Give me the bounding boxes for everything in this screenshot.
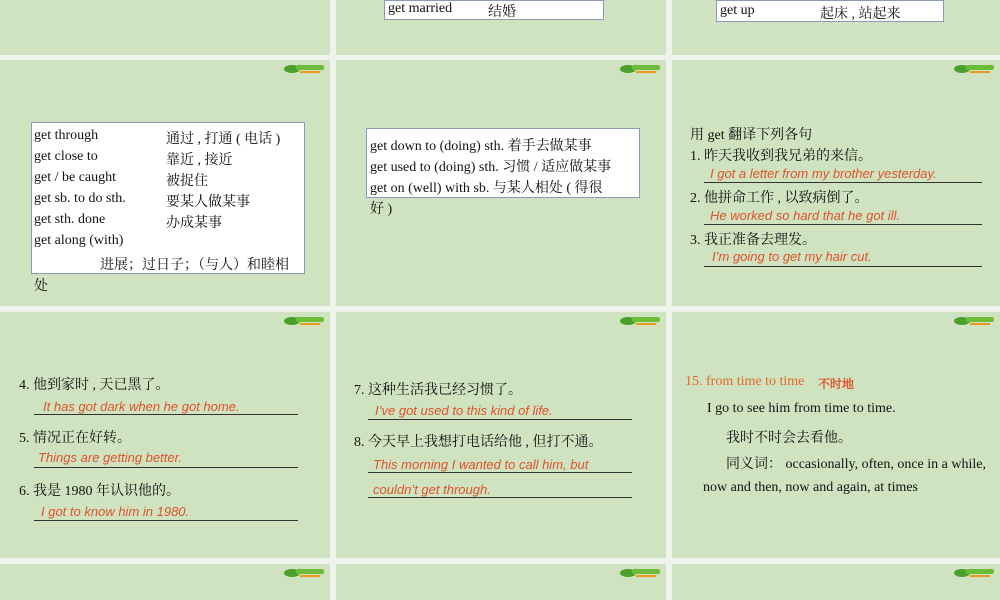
- example-zh: 我时不时会去看他。: [726, 431, 852, 446]
- slide-top-left: [0, 0, 330, 55]
- phrase-box-top-mid: [384, 0, 604, 20]
- slide-exercise-2: [0, 312, 330, 558]
- logo-icon: [284, 567, 326, 579]
- answer-line: [704, 182, 982, 183]
- slide-bottom-right: [672, 564, 1000, 600]
- exercise-title: 用 get 翻译下列各句: [690, 128, 813, 143]
- answer-line: [368, 497, 632, 498]
- logo-icon: [620, 315, 662, 327]
- answer-continued: couldn’t get through.: [373, 482, 491, 497]
- question: 6. 我是 1980 年认识他的。: [19, 484, 180, 499]
- phrase-row: get sth. done: [34, 212, 106, 227]
- synonyms: 同义词： occasionally, often, once in a while,: [726, 457, 986, 472]
- answer: This morning I wanted to call him, but: [373, 457, 589, 472]
- phrase-meaning: 办成某事: [166, 216, 222, 231]
- logo-icon: [954, 567, 996, 579]
- answer-line: [34, 414, 298, 415]
- phrase-row: get used to (doing) sth. 习惯 / 适应做某事: [370, 160, 612, 175]
- answer: I got to know him in 1980.: [41, 504, 190, 519]
- phrase-meaning: 靠近 , 接近: [166, 153, 233, 168]
- phrase-meaning: 通过 , 打通 ( 电话 ): [166, 132, 281, 147]
- slide-bottom-mid: [336, 564, 666, 600]
- slide-top-mid: [336, 0, 666, 55]
- phrase-row: get / be caught: [34, 170, 117, 185]
- answer: Things are getting better.: [38, 450, 183, 465]
- answer-line: [704, 266, 982, 267]
- slide-phrases-2: [336, 60, 666, 306]
- answer: I’m going to get my hair cut.: [712, 249, 872, 264]
- logo-icon: [954, 63, 996, 75]
- phrase-meaning: 被捉住: [166, 174, 208, 189]
- logo-icon: [620, 567, 662, 579]
- phrase-meaning: 要某人做某事: [166, 195, 250, 210]
- example-en: I go to see him from time to time.: [707, 401, 896, 416]
- phrase-en: get married: [388, 1, 453, 16]
- answer: I’ve got used to this kind of life.: [375, 403, 553, 418]
- answer-line: [704, 224, 982, 225]
- phrase-row: get on (well) with sb. 与某人相处 ( 得很: [370, 181, 603, 196]
- phrase-row: get through: [34, 128, 99, 143]
- answer-line: [34, 467, 298, 468]
- question: 7. 这种生活我已经习惯了。: [354, 383, 522, 398]
- phrase-zh: 结婚: [488, 5, 516, 20]
- question: 2. 他拼命工作 , 以致病倒了。: [690, 191, 869, 206]
- slide-exercise-3: [336, 312, 666, 558]
- logo-icon: [620, 63, 662, 75]
- answer-line: [34, 520, 298, 521]
- phrase-en: get up: [720, 3, 755, 18]
- logo-icon: [284, 315, 326, 327]
- phrase-meaning-tail: 处: [34, 279, 48, 294]
- slide-exercise-1: [672, 60, 1000, 306]
- answer: It has got dark when he got home.: [43, 399, 240, 414]
- answer-line: [368, 419, 632, 420]
- question: 3. 我正准备去理发。: [690, 233, 816, 248]
- question: 4. 他到家时 , 天已黑了。: [19, 378, 170, 393]
- answer: I got a letter from my brother yesterday.: [710, 166, 937, 181]
- answer: He worked so hard that he got ill.: [710, 208, 901, 223]
- question: 1. 昨天我收到我兄弟的来信。: [690, 149, 872, 164]
- phrase-zh: 起床 , 站起来: [820, 7, 901, 22]
- slide-top-right: [672, 0, 1000, 55]
- phrase-row-tail: 好 ): [370, 202, 393, 217]
- logo-icon: [954, 315, 996, 327]
- slide-idiom: [672, 312, 1000, 558]
- phrase-row: get down to (doing) sth. 着手去做某事: [370, 139, 592, 154]
- synonyms-continued: now and then, now and again, at times: [703, 480, 919, 495]
- slide-phrases-1: [0, 60, 330, 306]
- phrase-box-top-right: [716, 0, 944, 22]
- slide-bottom-left: [0, 564, 330, 600]
- phrase-row: get sb. to do sth.: [34, 191, 126, 206]
- question: 8. 今天早上我想打电话给他 , 但打不通。: [354, 435, 603, 450]
- phrase-row: get along (with): [34, 233, 124, 248]
- phrase-meaning: 进展；过日子；（与人）和睦相: [100, 258, 289, 273]
- phrase-row: get close to: [34, 149, 98, 164]
- idiom-title-zh: 不时地: [818, 377, 855, 391]
- answer-line: [368, 472, 632, 473]
- logo-icon: [284, 63, 326, 75]
- question: 5. 情况正在好转。: [19, 431, 131, 446]
- idiom-title: 15. from time to time: [685, 374, 805, 389]
